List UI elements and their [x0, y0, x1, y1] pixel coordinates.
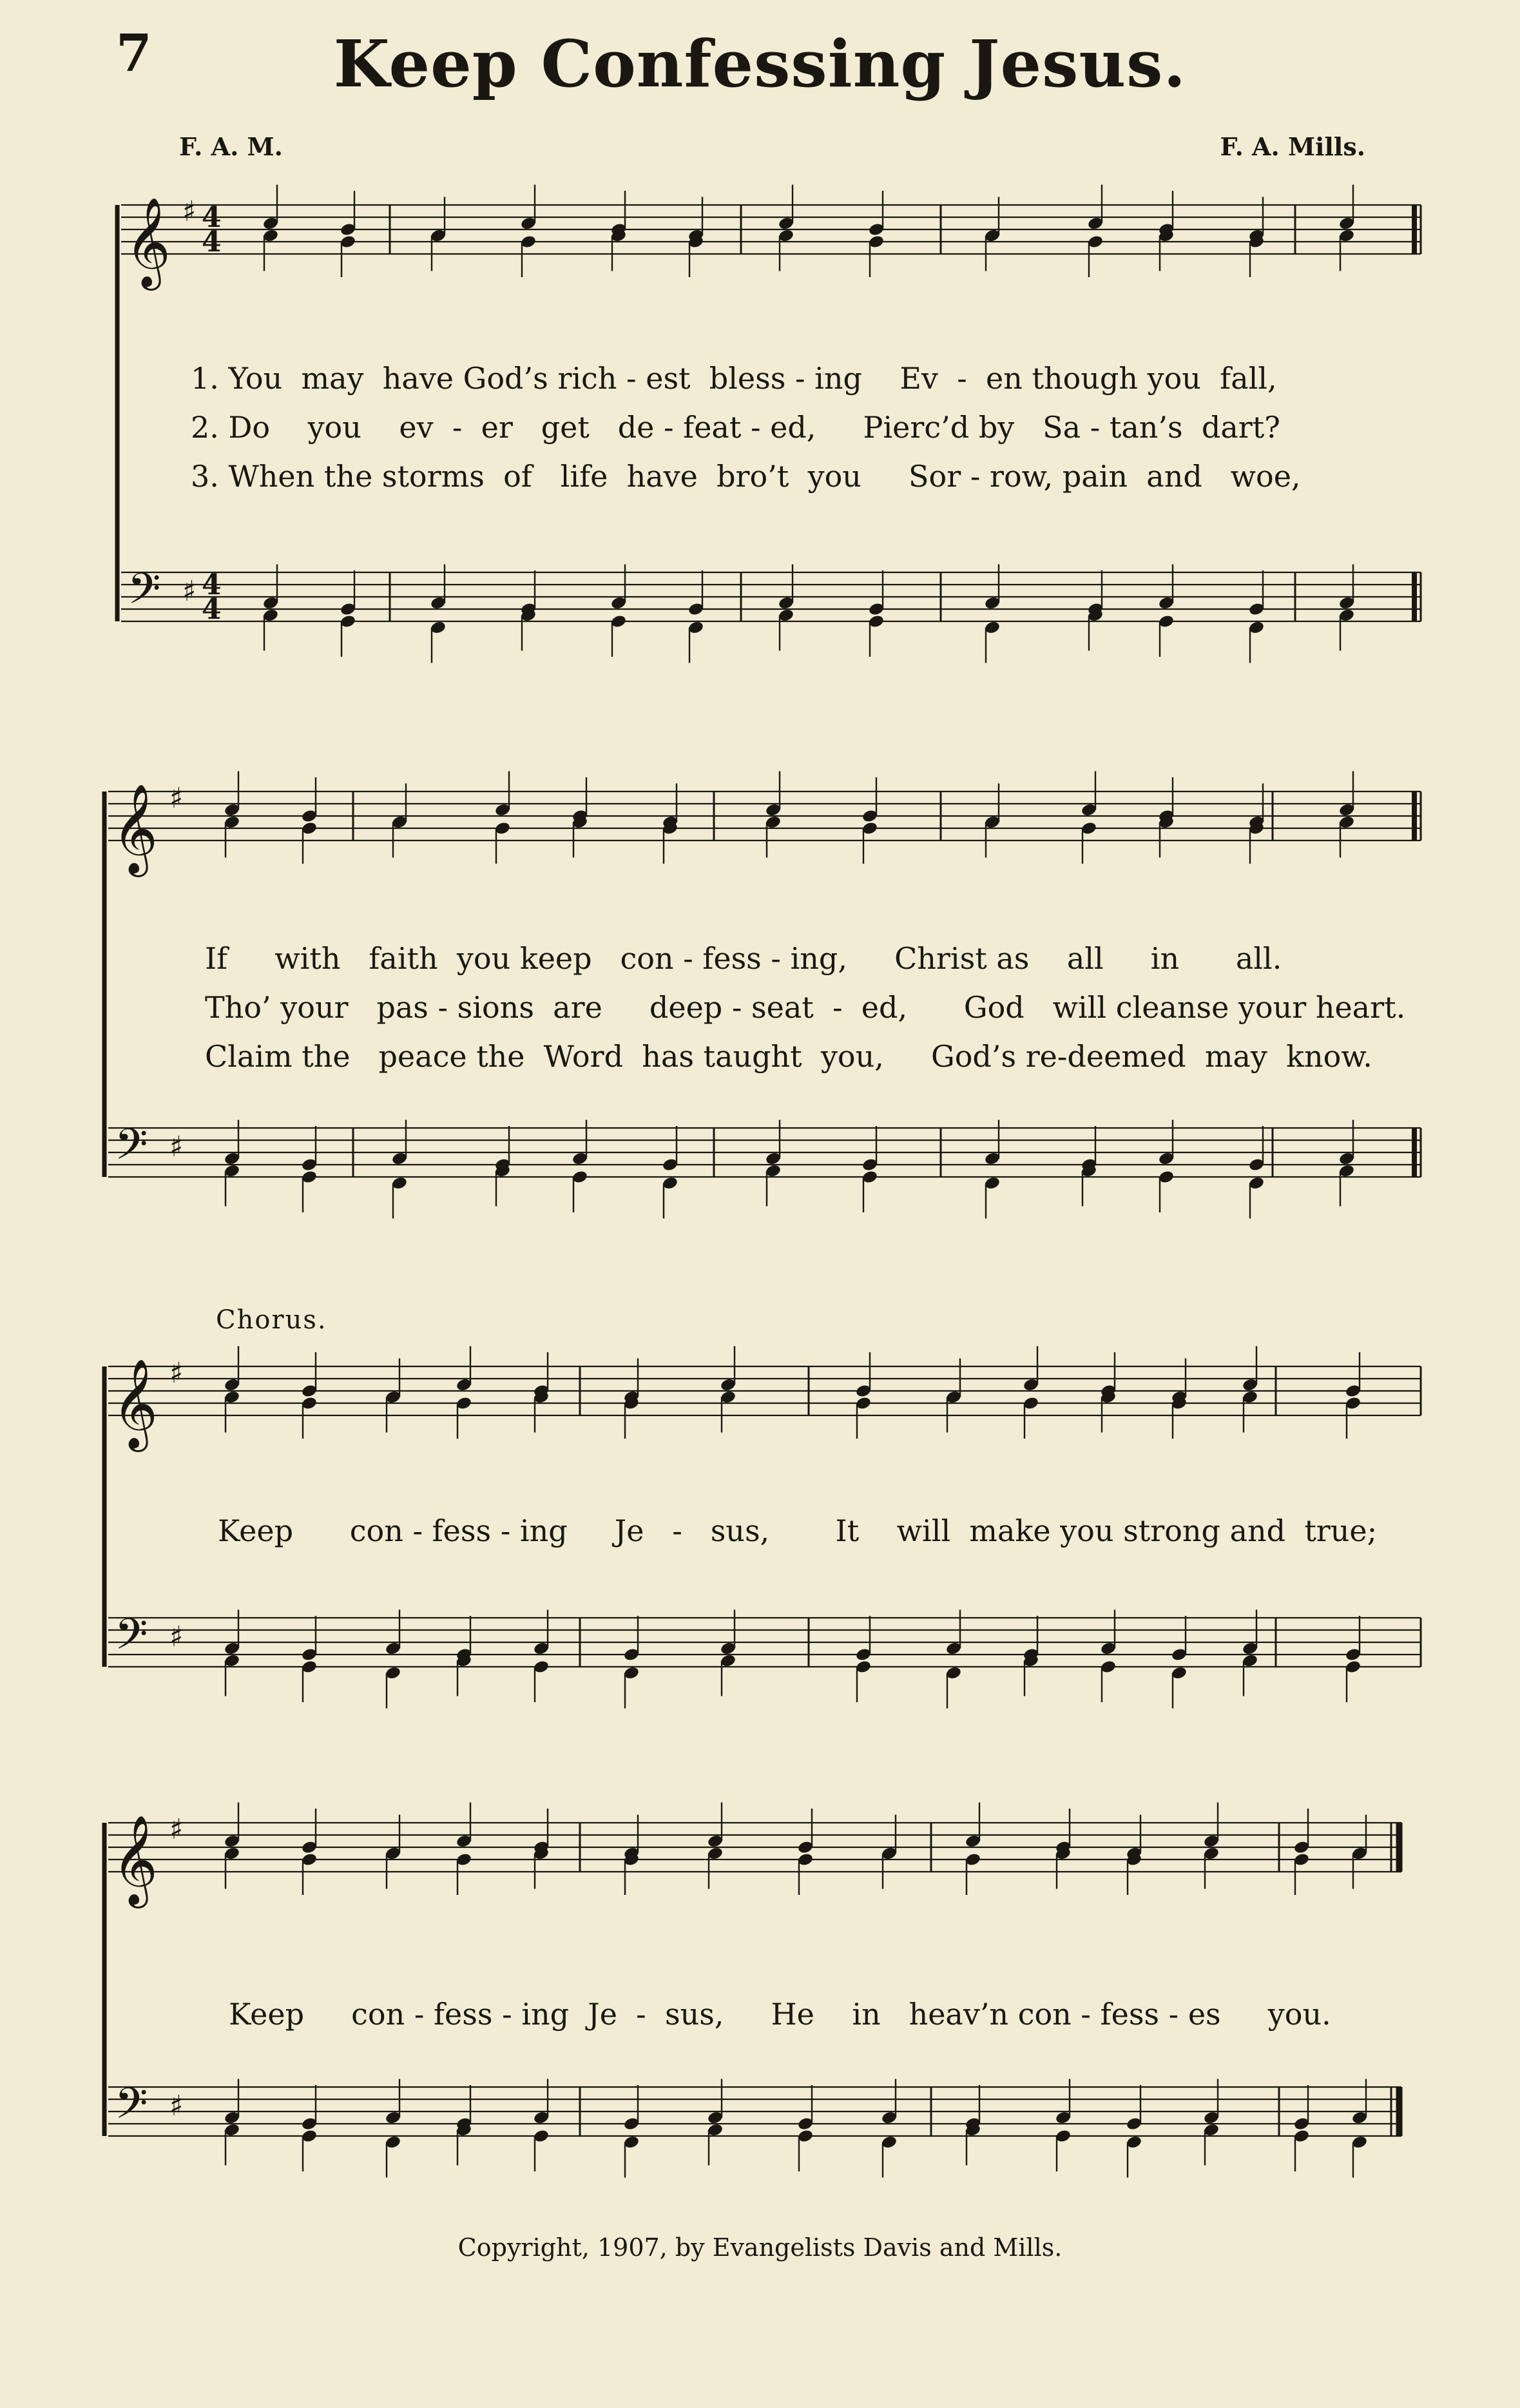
sharp-icon: ♯: [169, 1131, 184, 1163]
time-signature: 4: [202, 568, 222, 601]
copyright-notice: Copyright, 1907, by Evangelists Davis and Mills.: [457, 2233, 1063, 2262]
lyric-line: 1. You may have God’s rich - est bless - ing Ev - en though you fall,: [191, 361, 1277, 396]
sharp-icon: ♯: [169, 1357, 184, 1390]
bass-clef-icon: 𝄢: [115, 2079, 148, 2139]
chorus-label: Chorus.: [216, 1305, 327, 1335]
treble-clef-icon: 𝄞: [112, 784, 158, 873]
lyric-line: 3. When the storms of life have bro’t you Sor - row, pain and woe,: [191, 459, 1301, 494]
bass-clef-icon: 𝄢: [128, 564, 161, 624]
bass-clef-icon: 𝄢: [115, 1120, 148, 1180]
sharp-icon: ♯: [169, 782, 184, 815]
sharp-icon: ♯: [182, 195, 197, 228]
lyric-line: Keep con - fess - ing Je - sus, It will make you strong and true;: [218, 1513, 1378, 1548]
treble-clef-icon: 𝄞: [112, 1815, 158, 1905]
lyric-line: Claim the peace the Word has taught you, God’s re-deemed may know.: [205, 1039, 1372, 1074]
sharp-icon: ♯: [169, 1620, 184, 1653]
time-signature: 4: [202, 201, 222, 234]
treble-clef-icon: 𝄞: [112, 1359, 158, 1448]
time-signature: 4: [202, 593, 222, 626]
music-credit: F. A. Mills.: [1220, 132, 1365, 161]
time-signature: 4: [202, 226, 222, 258]
sharp-icon: ♯: [169, 1813, 184, 1846]
bass-clef-icon: 𝄢: [115, 1609, 148, 1669]
sharp-icon: ♯: [182, 575, 197, 608]
lyric-line: Keep con - fess - ing Je - sus, He in heav’n con - fess - es you.: [229, 1997, 1331, 2032]
lyric-line: 2. Do you ev - er get de - feat - ed, Pierc’d by Sa - tan’s dart?: [191, 410, 1280, 445]
sharp-icon: ♯: [169, 2090, 184, 2122]
treble-clef-icon: 𝄞: [125, 197, 171, 287]
words-credit: F. A. M.: [179, 132, 283, 161]
page-number: 7: [116, 23, 152, 83]
lyric-line: Tho’ your pas - sions are deep - seat - ed, God will cleanse your heart.: [205, 990, 1406, 1025]
lyric-line: If with faith you keep con - fess - ing, Christ as all in all.: [205, 941, 1282, 976]
hymn-title: Keep Confessing Jesus.: [333, 26, 1187, 102]
